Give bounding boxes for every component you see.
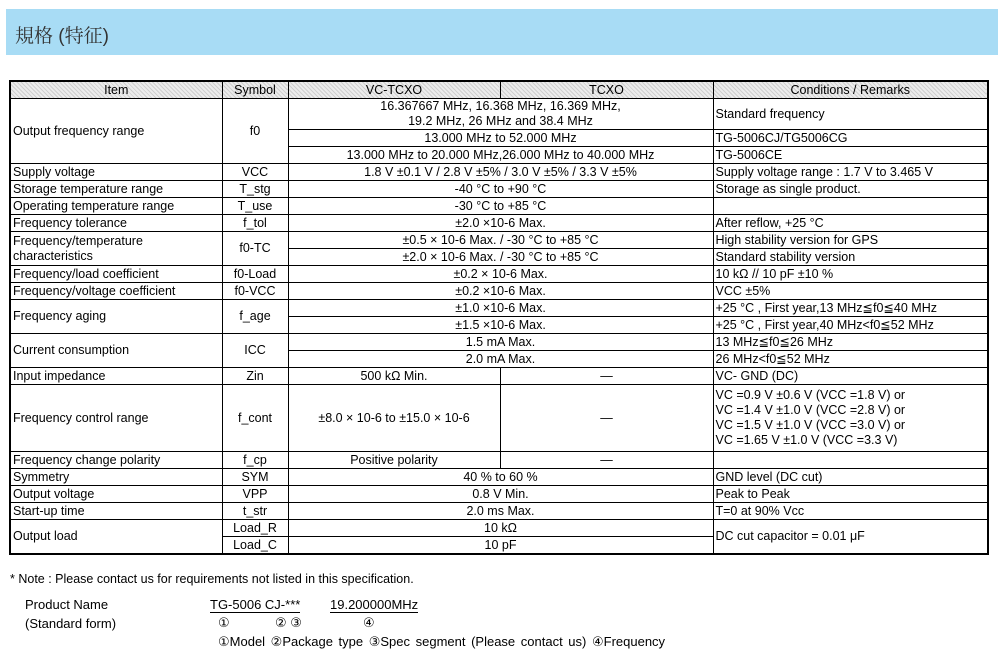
row-value-line: 16.367667 MHz, 16.368 MHz, 16.369 MHz, [380, 99, 621, 113]
row-item: Current consumption [10, 334, 222, 368]
row-value: ±2.0 × 10-6 Max. / -30 °C to +85 °C [288, 249, 713, 266]
row-item: Frequency/load coefficient [10, 266, 222, 283]
table-row [10, 283, 988, 300]
row-condition: +25 °C , First year,13 MHz≦f0≦40 MHz [713, 300, 988, 317]
row-condition: VC- GND (DC) [713, 368, 988, 385]
row-condition [713, 452, 988, 469]
row-condition-line: VC =1.4 V ±1.0 V (VCC =2.8 V) or [715, 403, 906, 417]
row-value: 10 kΩ [288, 520, 713, 537]
row-item-line: Frequency/temperature [13, 233, 143, 248]
row-item: Supply voltage [10, 164, 222, 181]
row-value: ±1.0 ×10-6 Max. [288, 300, 713, 317]
row-item: Frequency control range [10, 385, 222, 452]
row-value: ±0.2 × 10-6 Max. [288, 266, 713, 283]
header-conditions: Conditions / Remarks [713, 81, 988, 99]
row-condition: Peak to Peak [713, 486, 988, 503]
row-value: ±2.0 ×10-6 Max. [288, 215, 713, 232]
row-condition: DC cut capacitor = 0.01 μF [713, 520, 988, 555]
marker-package-spec: ② ③ [275, 615, 302, 630]
row-item: Storage temperature range [10, 181, 222, 198]
row-value: 1.5 mA Max. [288, 334, 713, 351]
row-condition: Supply voltage range : 1.7 V to 3.465 V [713, 164, 988, 181]
table-row [10, 232, 988, 249]
row-symbol: VPP [222, 486, 288, 503]
row-symbol: Zin [222, 368, 288, 385]
section-title: 規格 (特征) [15, 26, 109, 47]
header-symbol: Symbol [222, 81, 288, 99]
row-item-line: characteristics [13, 248, 93, 263]
header-item: Item [10, 81, 222, 99]
row-symbol: VCC [222, 164, 288, 181]
row-item: Frequency aging [10, 300, 222, 334]
product-code: TG-5006 CJ-*** [210, 597, 301, 612]
marker-legend: ①Model ②Package type ③Spec segment (Please contact us) ④Frequency [218, 634, 666, 649]
row-symbol: ICC [222, 334, 288, 368]
row-value: 2.0 mA Max. [288, 351, 713, 368]
table-row [10, 164, 988, 181]
row-condition: VCC ±5% [713, 283, 988, 300]
row-symbol: f_tol [222, 215, 288, 232]
row-condition [713, 385, 988, 452]
product-name-label: Product Name [25, 597, 109, 612]
row-symbol: f0-TC [222, 232, 288, 266]
row-value-vctcxo: ±8.0 × 10-6 to ±15.0 × 10-6 [288, 385, 500, 452]
row-item [10, 232, 222, 266]
row-condition: Standard stability version [713, 249, 988, 266]
table-row [10, 266, 988, 283]
row-condition: TG-5006CJ/TG5006CG [713, 130, 988, 147]
row-value-tcxo: — [500, 452, 713, 469]
row-value-line: 19.2 MHz, 26 MHz and 38.4 MHz [408, 114, 593, 128]
row-value: -30 °C to +85 °C [288, 198, 713, 215]
row-item: Output frequency range [10, 99, 222, 164]
row-value-vctcxo: Positive polarity [288, 452, 500, 469]
row-condition: TG-5006CE [713, 147, 988, 164]
row-condition: Standard frequency [713, 99, 988, 130]
row-symbol: f_cont [222, 385, 288, 452]
row-value: ±0.2 ×10-6 Max. [288, 283, 713, 300]
row-value: 0.8 V Min. [288, 486, 713, 503]
row-value: ±1.5 ×10-6 Max. [288, 317, 713, 334]
row-value: 10 pF [288, 537, 713, 555]
row-condition: T=0 at 90% Vcc [713, 503, 988, 520]
row-item: Frequency/voltage coefficient [10, 283, 222, 300]
table-row [10, 486, 988, 503]
row-condition: 10 kΩ // 10 pF ±10 % [713, 266, 988, 283]
row-condition: Storage as single product. [713, 181, 988, 198]
row-condition: After reflow, +25 °C [713, 215, 988, 232]
table-row [10, 520, 988, 537]
row-condition [713, 198, 988, 215]
header-tcxo: TCXO [500, 81, 713, 99]
header-vctcxo: VC-TCXO [288, 81, 500, 99]
table-row [10, 99, 988, 130]
footnote: * Note : Please contact us for requirements not listed in this specification. [10, 572, 414, 586]
table-row [10, 300, 988, 317]
row-value: ±0.5 × 10-6 Max. / -30 °C to +85 °C [288, 232, 713, 249]
row-value: 13.000 MHz to 52.000 MHz [288, 130, 713, 147]
row-item: Operating temperature range [10, 198, 222, 215]
row-symbol: T_stg [222, 181, 288, 198]
table-row [10, 452, 988, 469]
row-item: Output voltage [10, 486, 222, 503]
row-condition-line: VC =0.9 V ±0.6 V (VCC =1.8 V) or [715, 388, 906, 402]
section-header [6, 9, 998, 55]
table-row [10, 503, 988, 520]
marker-model: ① [218, 615, 230, 630]
product-frequency: 19.200000MHz [330, 597, 419, 612]
spec-table [9, 80, 989, 555]
row-symbol: f_cp [222, 452, 288, 469]
row-value: 13.000 MHz to 20.000 MHz,26.000 MHz to 40.000 MHz [288, 147, 713, 164]
row-item: Output load [10, 520, 222, 555]
table-row [10, 469, 988, 486]
row-condition: High stability version for GPS [713, 232, 988, 249]
row-value-tcxo: — [500, 368, 713, 385]
row-condition-line: VC =1.5 V ±1.0 V (VCC =3.0 V) or [715, 418, 906, 432]
table-row [10, 334, 988, 351]
row-item: Symmetry [10, 469, 222, 486]
row-condition: 13 MHz≦f0≦26 MHz [713, 334, 988, 351]
table-row [10, 215, 988, 232]
row-value: 2.0 ms Max. [288, 503, 713, 520]
table-row [10, 198, 988, 215]
row-symbol: t_str [222, 503, 288, 520]
row-symbol: T_use [222, 198, 288, 215]
row-item: Input impedance [10, 368, 222, 385]
row-condition: GND level (DC cut) [713, 469, 988, 486]
table-header-row [10, 81, 988, 99]
row-value-vctcxo: 500 kΩ Min. [288, 368, 500, 385]
row-value [288, 99, 713, 130]
row-value: 1.8 V ±0.1 V / 2.8 V ±5% / 3.0 V ±5% / 3.3 V ±5% [288, 164, 713, 181]
row-item: Frequency change polarity [10, 452, 222, 469]
row-condition-line: VC =1.65 V ±1.0 V (VCC =3.3 V) [715, 433, 898, 447]
row-item: Start-up time [10, 503, 222, 520]
row-value: 40 % to 60 % [288, 469, 713, 486]
marker-frequency: ④ [363, 615, 375, 630]
row-symbol: f0-VCC [222, 283, 288, 300]
row-symbol: SYM [222, 469, 288, 486]
row-symbol: Load_R [222, 520, 288, 537]
row-condition: 26 MHz<f0≦52 MHz [713, 351, 988, 368]
row-symbol: Load_C [222, 537, 288, 555]
row-condition: +25 °C , First year,40 MHz<f0≦52 MHz [713, 317, 988, 334]
row-value: -40 °C to +90 °C [288, 181, 713, 198]
row-symbol: f0-Load [222, 266, 288, 283]
table-row [10, 181, 988, 198]
table-row [10, 368, 988, 385]
row-value-tcxo: — [500, 385, 713, 452]
table-row [10, 385, 988, 452]
row-item: Frequency tolerance [10, 215, 222, 232]
standard-form-label: (Standard form) [25, 616, 117, 631]
row-symbol: f_age [222, 300, 288, 334]
row-symbol: f0 [222, 99, 288, 164]
